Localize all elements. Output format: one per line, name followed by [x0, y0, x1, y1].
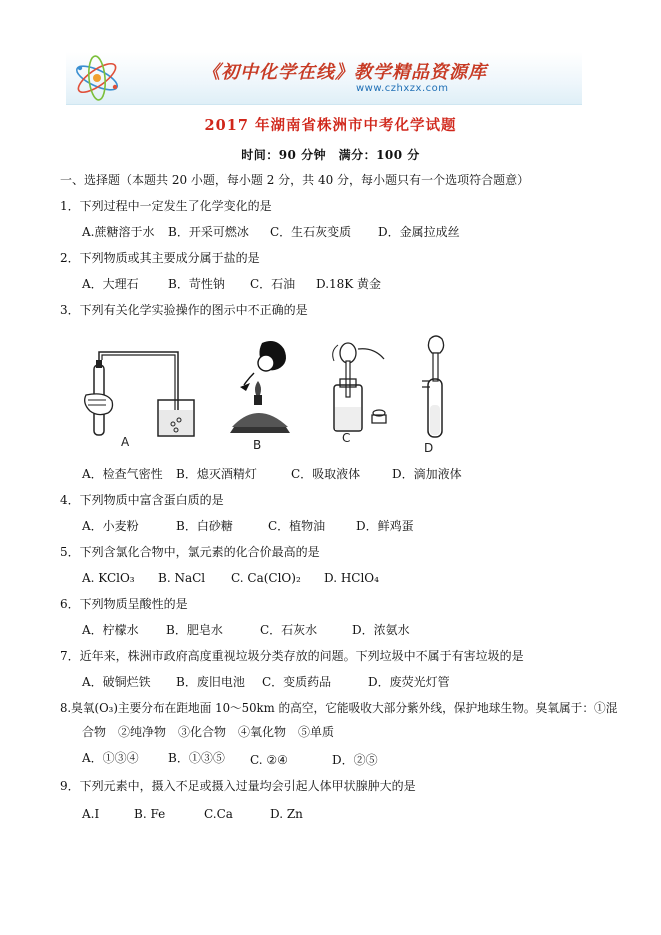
- q4-option-c[interactable]: C．植物油: [268, 519, 326, 533]
- q3-option-a[interactable]: A．检查气密性: [82, 467, 163, 481]
- question-3-stem: 3．下列有关化学实验操作的图示中不正确的是: [60, 303, 308, 317]
- q6-option-c[interactable]: C．石灰水: [260, 623, 318, 637]
- question-8-stem: 8.臭氧(O₃)主要分布在距地面 10～50km 的高空，它能吸收大部分紫外线，保护地球生物。臭氧属于：①混: [60, 701, 618, 715]
- q7-option-b[interactable]: B．废旧电池: [176, 675, 245, 689]
- exam-meta: 时间：90 分钟 满分：100 分: [241, 148, 420, 162]
- atom-logo-icon: [66, 54, 128, 102]
- q7-option-c[interactable]: C．变质药品: [262, 675, 332, 689]
- figure-label-b: B: [253, 438, 262, 452]
- q8-option-b[interactable]: B．①③⑤: [168, 751, 225, 765]
- q9-option-b[interactable]: B. Fe: [134, 807, 166, 821]
- q9-option-c[interactable]: C.Ca: [204, 807, 233, 821]
- q8-option-a[interactable]: A．①③④: [82, 751, 139, 765]
- q2-option-b[interactable]: B．苛性钠: [168, 277, 225, 291]
- q2-option-a[interactable]: A．大理石: [82, 277, 139, 291]
- figure-c-dropper-icon: [324, 335, 394, 440]
- figure-d-test-tube-icon: [410, 335, 460, 443]
- q8-option-d[interactable]: D．②⑤: [332, 753, 378, 767]
- q1-option-d[interactable]: D．金属拉成丝: [378, 225, 460, 239]
- q2-option-c[interactable]: C．石油: [250, 277, 296, 291]
- q3-option-b[interactable]: B．熄灭酒精灯: [176, 467, 257, 481]
- question-8-stem-cont: 合物 ②纯净物 ③化合物 ④氧化物 ⑤单质: [82, 725, 335, 739]
- q3-option-d[interactable]: D．滴加液体: [392, 467, 462, 481]
- q2-option-d[interactable]: D.18K 黄金: [316, 277, 382, 291]
- q1-option-b[interactable]: B．开采可燃冰: [168, 225, 249, 239]
- banner-url[interactable]: www.czhxzx.com: [356, 83, 449, 94]
- section-heading: 一、选择题（本题共 20 小题，每小题 2 分，共 40 分，每小题只有一个选项符合题意）: [60, 173, 530, 187]
- q6-option-a[interactable]: A．柠檬水: [82, 623, 139, 637]
- figure-label-d: D: [424, 441, 434, 455]
- question-9-stem: 9．下列元素中，摄入不足或摄入过量均会引起人体甲状腺肿大的是: [60, 779, 416, 793]
- figure-label-c: C: [342, 431, 351, 445]
- banner-title: 《初中化学在线》教学精品资源库: [202, 62, 487, 83]
- question-4-stem: 4．下列物质中富含蛋白质的是: [60, 493, 224, 507]
- question-2-stem: 2．下列物质或其主要成分属于盐的是: [60, 251, 260, 265]
- figure-label-a: A: [121, 435, 130, 449]
- q3-option-c[interactable]: C．吸取液体: [291, 467, 361, 481]
- question-7-stem: 7．近年来，株洲市政府高度重视垃圾分类存放的问题。下列垃圾中不属于有害垃圾的是: [60, 649, 524, 663]
- q5-option-c[interactable]: C. Ca(ClO)₂: [231, 571, 301, 585]
- q1-option-a[interactable]: A.蔗糖溶于水: [82, 225, 155, 239]
- q9-option-d[interactable]: D. Zn: [270, 807, 303, 821]
- q7-option-d[interactable]: D．废荧光灯管: [368, 675, 450, 689]
- q9-option-a[interactable]: A.I: [82, 807, 100, 821]
- q4-option-b[interactable]: B．白砂糖: [176, 519, 233, 533]
- q5-option-a[interactable]: A. KClO₃: [82, 571, 135, 585]
- q4-option-a[interactable]: A．小麦粉: [82, 519, 139, 533]
- question-1-stem: 1．下列过程中一定发生了化学变化的是: [60, 199, 272, 213]
- q8-option-c[interactable]: C. ②④: [250, 753, 288, 767]
- question-6-stem: 6．下列物质呈酸性的是: [60, 597, 188, 611]
- q5-option-d[interactable]: D. HClO₄: [324, 571, 379, 585]
- question-5-stem: 5．下列含氯化合物中，氯元素的化合价最高的是: [60, 545, 320, 559]
- q5-option-b[interactable]: B. NaCl: [158, 571, 206, 585]
- figure-a-airtightness-icon: [72, 340, 202, 440]
- exam-title: 2017 年湖南省株洲市中考化学试题: [204, 117, 457, 134]
- q4-option-d[interactable]: D．鲜鸡蛋: [356, 519, 414, 533]
- figure-b-alcohol-lamp-icon: [220, 335, 300, 440]
- header-banner: [66, 52, 582, 105]
- q6-option-b[interactable]: B．肥皂水: [166, 623, 223, 637]
- q6-option-d[interactable]: D．浓氨水: [352, 623, 410, 637]
- q1-option-c[interactable]: C．生石灰变质: [270, 225, 352, 239]
- q7-option-a[interactable]: A．破铜烂铁: [82, 675, 151, 689]
- experiment-figures: [72, 335, 472, 460]
